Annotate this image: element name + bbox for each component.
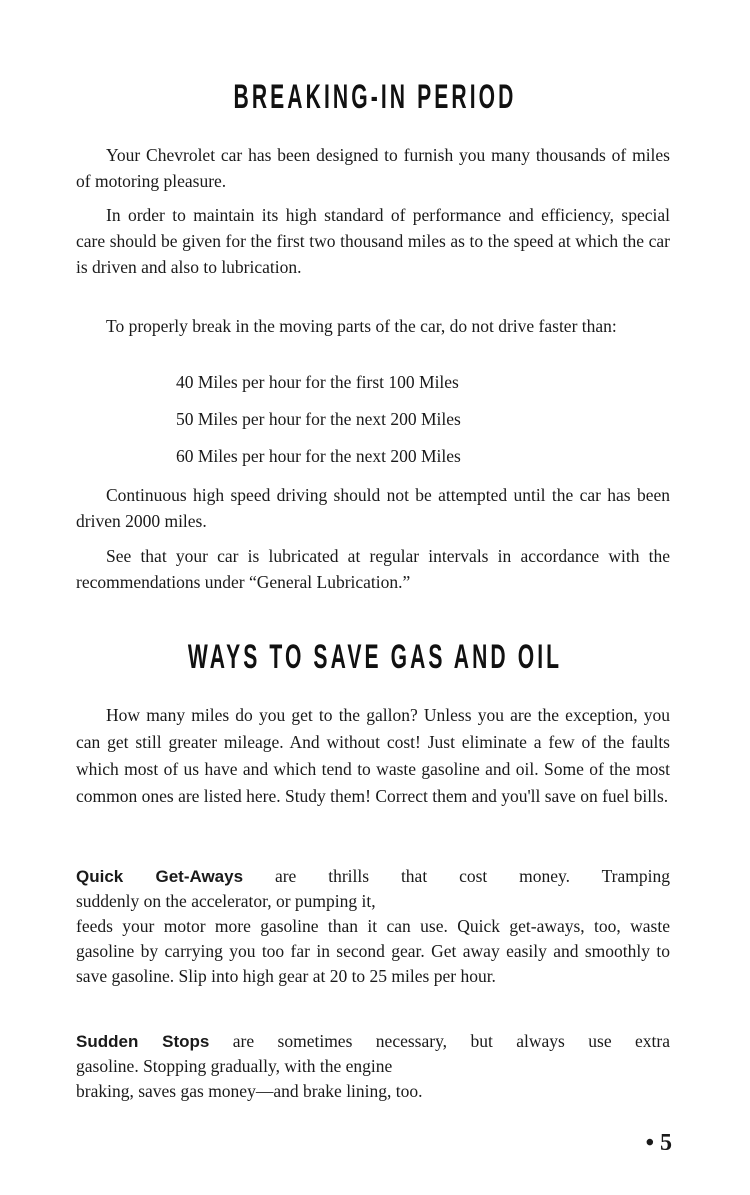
speed-limit-item: 50 Miles per hour for the next 200 Miles [176,409,461,429]
paragraph: How many miles do you get to the gallon? Unless you are the exception, you can get still greater mileage. And without cost! Just eliminate a few of the faults which most of us have and which tend to waste gasoline and oil. Some of the most common ones are listed here. Study them! Correct them and you'll save on fuel bills. [76,705,670,806]
heading-ways-to-save-gas: WAYS TO SAVE GAS AND OIL [187,638,563,676]
quick-get-aways-label: Quick Get-Aways [76,867,244,886]
sudden-stops-label: Sudden Stops [76,1032,210,1051]
text: are sometimes necessary, but always use extra [232,1031,671,1051]
text: are thrills that cost money. Tramping [274,866,671,886]
paragraph: In order to maintain its high standard of performance and efficiency, special care should be given for the first two thousand miles as to the speed at which the car is driven and also to lubrication. [76,205,670,277]
speed-limit-item: 40 Miles per hour for the first 100 Miles [176,372,459,392]
page-number: • 5 [645,1130,672,1156]
text: feeds your motor more gasoline than it can use. Quick get-aways, too, waste gasoline by carrying you too far in second gear. Get away easily and smoothly to save gasoline. Slip into high gear at 20 to 25 miles per hour. [76,916,670,986]
paragraph: To properly break in the moving parts of the car, do not drive faster than: [106,316,617,336]
text: braking, saves gas money—and brake lining, too. [76,1081,423,1101]
paragraph: Continuous high speed driving should not be attempted until the car has been driven 2000 miles. [76,485,670,531]
paragraph: Your Chevrolet car has been designed to furnish you many thousands of miles of motoring pleasure. [76,145,670,191]
quick-get-aways-paragraph [76,864,670,989]
text: gasoline. Stopping gradually, with the engine [76,1056,393,1076]
heading-breaking-in-period: BREAKING-IN PERIOD [233,78,517,116]
speed-limit-item: 60 Miles per hour for the next 200 Miles [176,446,461,466]
sudden-stops-paragraph [76,1029,670,1104]
paragraph: See that your car is lubricated at regular intervals in accordance with the recommendations under “General Lubrication.” [76,546,670,592]
text: suddenly on the accelerator, or pumping it, [76,891,376,911]
